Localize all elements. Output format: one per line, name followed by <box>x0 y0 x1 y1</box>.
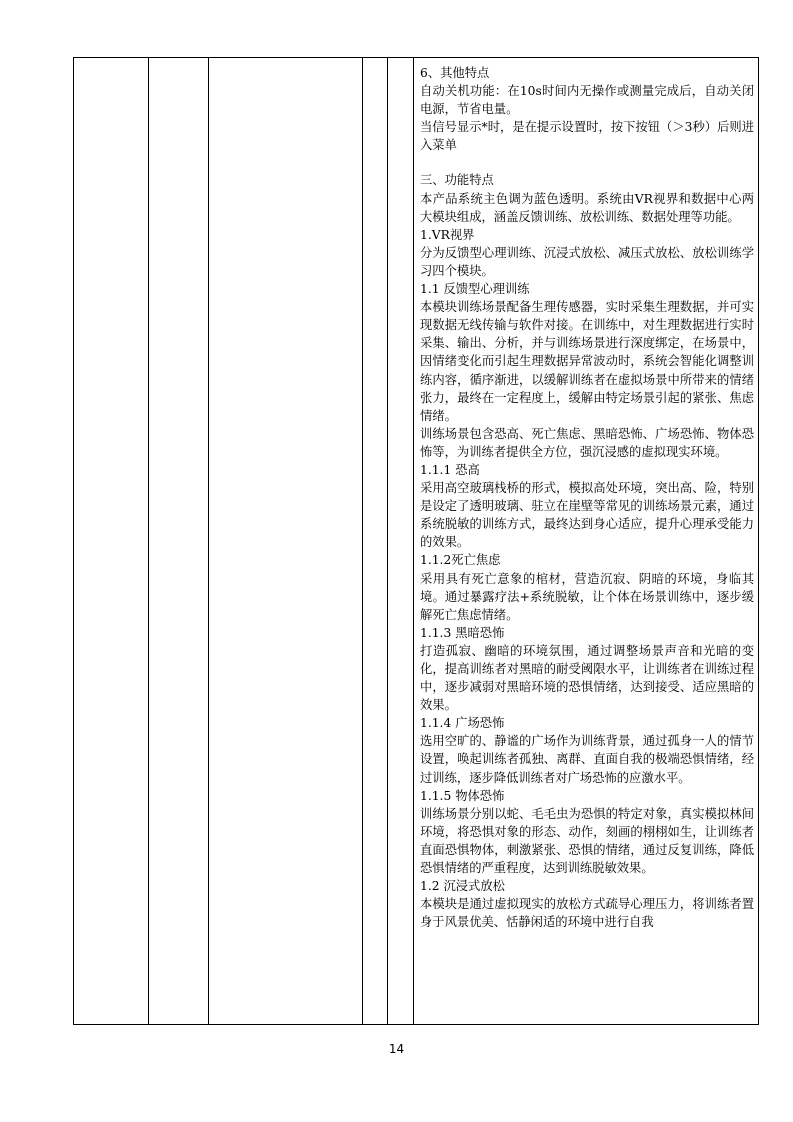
spec-table <box>73 57 759 1025</box>
table-cell-empty <box>388 58 414 1025</box>
section-heading: 三、功能特点 <box>420 173 494 188</box>
section-heading: 1.1.3 黑暗恐怖 <box>420 625 505 640</box>
paragraph: 本模块训练场景配备生理传感器，实时采集生理数据，并可实现数据无线传输与软件对接。在训练中，对生理数据进行实时采集、输出、分析，并与训练场景进行深度绑定，在场景中，因情绪变化而引起生理数据异常波动时，系统会智能化调整训练内容，循序渐进，以缓解训练者在虚拟场景中所带来的情绪张力，最终在一定程度上，缓解由特定场景引起的紧张、焦虑情绪。 <box>420 300 754 423</box>
table-cell-empty <box>149 58 209 1025</box>
table-cell-content <box>414 58 759 1025</box>
table-row <box>74 58 759 1025</box>
paragraph: 6、其他特点 <box>420 66 490 80</box>
section-heading: 1.1 反馈型心理训练 <box>420 282 530 297</box>
parameter-content <box>414 58 758 931</box>
paragraph: 打造孤寂、幽暗的环境氛围，通过调整场景声音和光暗的变化，提高训练者对黑暗的耐受阈限水平，让训练者在训练过程中，逐步减弱对黑暗环境的恐惧情绪，达到接受、适应黑暗的效果。 <box>420 643 754 713</box>
page-number: 14 <box>388 1042 405 1056</box>
table-cell-empty <box>209 58 363 1025</box>
paragraph: 训练场景包含恐高、死亡焦虑、黑暗恐怖、广场恐怖、物体恐怖等，为训练者提供全方位，强沉浸感的虚拟现实环境。 <box>420 426 754 459</box>
paragraph: 分为反馈型心理训练、沉浸式放松、减压式放松、放松训练学习四个模块。 <box>420 245 754 278</box>
paragraph: 选用空旷的、静谧的广场作为训练背景，通过孤身一人的情节设置，唤起训练者孤独、离群、直面自我的极端恐惧情绪，经过训练，逐步降低训练者对广场恐怖的应激水平。 <box>420 734 754 785</box>
section-heading: 1.2 沉浸式放松 <box>420 879 505 894</box>
blank-line <box>420 154 754 171</box>
paragraph: 自动关机功能：在10s时间内无操作或测量完成后，自动关闭电源，节省电量。 <box>420 84 754 117</box>
paragraph: 本模块是通过虚拟现实的放松方式疏导心理压力，将训练者置身于风景优美、恬静闲适的环境中进行自我 <box>420 897 754 930</box>
paragraph: 采用具有死亡意象的棺材，营造沉寂、阴暗的环境，身临其境。通过暴露疗法+系统脱敏，让个体在场景训练中，逐步缓解死亡焦虑情绪。 <box>420 571 754 622</box>
table-cell-empty <box>74 58 149 1025</box>
section-heading: 1.1.1 恐高 <box>420 462 480 477</box>
paragraph: 训练场景分别以蛇、毛毛虫为恐惧的特定对象，真实模拟林间环境，将恐惧对象的形态、动作，刻画的栩栩如生，让训练者直面恐惧物体，刺激紧张、恐惧的情绪，通过反复训练，降低恐惧情绪的严重程度，达到训练脱敏效果。 <box>420 806 754 876</box>
paragraph: 当信号显示*时，是在提示设置时，按下按钮（＞3秒）后则进入菜单 <box>420 120 754 153</box>
paragraph: 采用高空玻璃栈桥的形式，模拟高处环境，突出高、险，特别是设定了透明玻璃、驻立在崖壁等常见的训练场景元素，通过系统脱敏的训练方式，最终达到身心适应，提升心理承受能力的效果。 <box>420 481 754 550</box>
paragraph: 本产品系统主色调为蓝色透明。系统由VR视界和数据中心两大模块组成，涵盖反馈训练、放松训练、数据处理等功能。 <box>420 191 754 224</box>
section-heading: 1.1.2死亡焦虑 <box>420 553 501 568</box>
table-cell-empty <box>363 58 388 1025</box>
section-heading: 1.VR视界 <box>420 227 475 242</box>
section-heading: 1.1.5 物体恐怖 <box>420 788 505 803</box>
section-heading: 1.1.4 广场恐怖 <box>420 716 505 731</box>
